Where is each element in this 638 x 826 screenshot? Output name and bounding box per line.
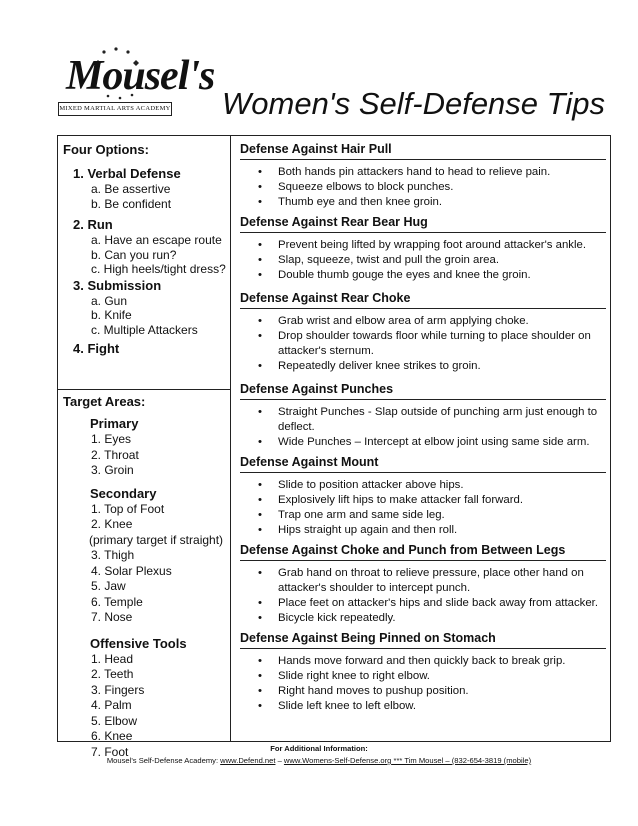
offensive-tool-item: 2. Teeth	[91, 667, 134, 681]
bullet-item: • Straight Punches - Slap outside of punching arm just enough to deflect.	[278, 405, 606, 435]
section-rear-bear-hug	[240, 213, 606, 283]
offensive-tools-heading: Offensive Tools	[90, 635, 187, 651]
section-heading: Defense Against Being Pinned on Stomach	[240, 629, 606, 649]
secondary-heading: Secondary	[90, 485, 157, 501]
section-heading: Defense Against Hair Pull	[240, 140, 606, 160]
option-verbal-defense: 1. Verbal Defense	[73, 166, 181, 181]
option-sub-item: b. Be confident	[91, 196, 172, 211]
secondary-item: 6. Temple	[91, 594, 143, 609]
section-heading: Defense Against Mount	[240, 453, 606, 473]
section-heading: Defense Against Punches	[240, 380, 606, 400]
left-section-divider	[57, 389, 230, 390]
section-rear-choke	[240, 289, 606, 374]
option-sub-item: a. Have an escape route	[91, 233, 222, 247]
footer-link-defend[interactable]: www.Defend.net	[220, 756, 276, 765]
bullet-list	[240, 165, 606, 210]
bullet-item: • Wide Punches – Intercept at elbow joint using same side arm.	[278, 435, 606, 450]
bullet-list	[240, 566, 606, 626]
section-heading: Defense Against Rear Choke	[240, 289, 606, 309]
bullet-item: • Explosively lift hips to make attacker fall forward.	[278, 493, 606, 508]
option-sub-item: a. Gun	[91, 293, 128, 308]
bullet-item: • Thumb eye and then knee groin.	[278, 195, 606, 210]
bullet-item: • Hands move forward and then quickly back to break grip.	[278, 654, 606, 669]
section-heading: Defense Against Rear Bear Hug	[240, 213, 606, 233]
bullet-item: • Bicycle kick repeatedly.	[278, 611, 606, 626]
secondary-item: 3. Thigh	[91, 548, 135, 562]
bullet-item: • Repeatedly deliver knee strikes to groin.	[278, 359, 606, 374]
bullet-item: • Slide right knee to right elbow.	[278, 669, 606, 684]
bullet-item: • Squeeze elbows to block punches.	[278, 180, 606, 195]
option-run: 2. Run	[73, 217, 113, 232]
footer-academy-label: Mousel's Self-Defense Academy:	[106, 756, 221, 765]
secondary-item-note: (primary target if straight)	[89, 532, 224, 547]
bullet-list	[240, 654, 606, 714]
option-submission: 3. Submission	[73, 277, 162, 293]
footer-info-heading: For Additional Information:	[270, 744, 368, 753]
offensive-tool-item: 6. Knee	[91, 729, 133, 743]
bullet-item: • Both hands pin attackers hand to head to relieve pain.	[278, 165, 606, 180]
primary-heading: Primary	[90, 416, 139, 431]
four-options-section	[63, 140, 229, 357]
primary-item: 1. Eyes	[91, 432, 132, 446]
right-column	[240, 140, 606, 717]
secondary-item: 4. Solar Plexus	[91, 563, 172, 578]
secondary-item: 7. Nose	[91, 610, 133, 624]
primary-item: 3. Groin	[91, 463, 134, 477]
bullet-item: • Trap one arm and same side leg.	[278, 508, 606, 523]
section-mount	[240, 453, 606, 538]
option-sub-item: c. High heels/tight dress?	[91, 262, 226, 276]
bullet-list	[240, 405, 606, 450]
four-options-heading: Four Options:	[63, 142, 149, 157]
column-divider	[230, 135, 231, 742]
footer-link-womens-self-defense[interactable]: www.Womens-Self-Defense.org	[283, 756, 392, 765]
primary-item: 2. Throat	[91, 447, 139, 462]
bullet-list	[240, 478, 606, 538]
logo-script-text: Mousel's	[66, 53, 215, 99]
bullet-item: • Hips straight up again and then roll.	[278, 523, 606, 538]
offensive-tool-item: 3. Fingers	[91, 682, 145, 697]
academy-logo	[58, 46, 215, 118]
bullet-item: • Slide left knee to left elbow.	[278, 699, 606, 714]
option-sub-item: b. Knife	[91, 308, 132, 322]
bullet-item: • Double thumb gouge the eyes and knee the groin.	[278, 268, 606, 283]
option-sub-item: a. Be assertive	[91, 182, 171, 196]
section-choke-punch-between-legs	[240, 541, 606, 626]
section-pinned-on-stomach	[240, 629, 606, 714]
page-title: Women's Self-Defense Tips	[222, 86, 605, 121]
bullet-item: • Slide to position attacker above hips.	[278, 478, 606, 493]
option-fight: 4. Fight	[73, 341, 120, 356]
bullet-item: • Place feet on attacker's hips and slide back away from attacker.	[278, 596, 606, 611]
secondary-item: 1. Top of Foot	[91, 501, 165, 516]
bullet-item: • Grab wrist and elbow area of arm applying choke.	[278, 314, 606, 329]
bullet-item: • Grab hand on throat to relieve pressure, place other hand on attacker's shoulder to intercept punch.	[278, 566, 606, 596]
bullet-item: • Prevent being lifted by wrapping foot around attacker's ankle.	[278, 238, 606, 253]
footer-contact-phone: *** Tim Mousel – (832-654-3819 (mobile)	[391, 756, 532, 765]
target-areas-section	[63, 392, 229, 760]
section-heading: Defense Against Choke and Punch from Between Legs	[240, 541, 606, 561]
offensive-tool-item: 5. Elbow	[91, 713, 138, 728]
target-areas-heading: Target Areas:	[63, 394, 146, 409]
logo-academy-bar: MIXED MARTIAL ARTS ACADEMY	[58, 102, 172, 116]
offensive-tool-item: 4. Palm	[91, 698, 132, 712]
bullet-item: • Drop shoulder towards floor while turning to place shoulder on attacker's sternum.	[278, 329, 606, 359]
option-sub-item: b. Can you run?	[91, 247, 177, 262]
footer-separator: –	[275, 756, 284, 765]
left-column	[63, 140, 229, 759]
bullet-item: • Slap, squeeze, twist and pull the groin area.	[278, 253, 606, 268]
bullet-list	[240, 238, 606, 283]
secondary-item: 5. Jaw	[91, 579, 126, 593]
offensive-tool-item: 7. Foot	[91, 744, 129, 759]
bullet-item: • Right hand moves to pushup position.	[278, 684, 606, 699]
section-punches	[240, 380, 606, 450]
secondary-item: 2. Knee	[91, 517, 133, 531]
footer-contact-line	[0, 756, 638, 765]
bullet-list	[240, 314, 606, 374]
offensive-tool-item: 1. Head	[91, 651, 134, 666]
section-hair-pull	[240, 140, 606, 210]
option-sub-item: c. Multiple Attackers	[91, 322, 198, 337]
